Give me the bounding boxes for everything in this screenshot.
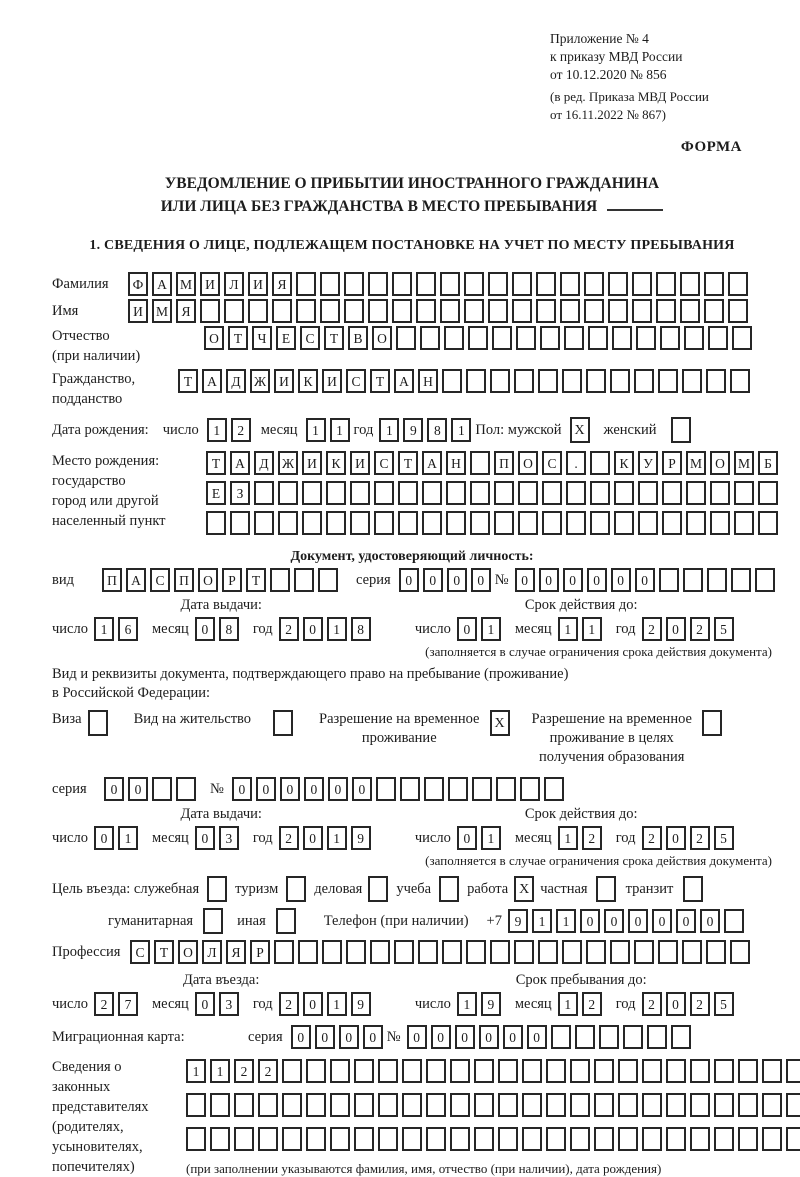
month-label: месяц: [514, 829, 552, 846]
rdoc-valid-note: (заполняется в случае ограничения срока действия документа): [425, 853, 772, 869]
rdoc-series-row: [52, 777, 772, 801]
temp-residence-edu-option: [532, 710, 722, 767]
rdoc-series-label: серия: [52, 780, 87, 797]
temp-residence-option: [319, 710, 509, 748]
iddoc-issue-year-group: [253, 617, 375, 641]
entry-year-group: [253, 992, 375, 1016]
entry-month-group: [152, 992, 243, 1016]
stay-day-cells[interactable]: 1 9: [457, 992, 505, 1016]
stay-year-group: [616, 992, 738, 1016]
iddoc-valid-month-group: [515, 617, 606, 641]
legal-representatives-row: [52, 1057, 772, 1177]
birthplace-cells-row-1[interactable]: Т А Д Ж И К И С Т А Н П О С . К У Р М О М Б: [206, 451, 782, 475]
year-label: год: [615, 620, 636, 637]
purpose-work-label: работа: [467, 880, 509, 897]
day-label: число: [52, 620, 88, 637]
profession-label: Профессия: [52, 943, 121, 960]
phone-prefix: +7: [486, 912, 502, 929]
patronymic-cells[interactable]: О Т Ч Е С Т В О: [204, 326, 756, 350]
temp-residence-label-line-2: проживание: [361, 730, 437, 747]
purpose-transit-label: транзит: [625, 880, 674, 897]
iddoc-series-cells[interactable]: 0 0 0 0: [399, 568, 495, 592]
iddoc-valid-day-group: [415, 617, 505, 641]
profession-cells[interactable]: С Т О Л Я Р: [130, 940, 754, 964]
surname-label: Фамилия: [52, 275, 109, 292]
form-title: [52, 172, 772, 219]
iddoc-kind-label: вид: [52, 571, 74, 588]
iddoc-valid-block: [390, 597, 772, 641]
migration-card-row: [52, 1025, 772, 1049]
rdoc-issue-row: [52, 826, 390, 850]
iddoc-valid-caption: Срок действия до:: [524, 597, 638, 614]
rdoc-dates-block: [52, 806, 772, 850]
purpose-other-label: иная: [237, 912, 266, 929]
birthplace-label-line-1: Место рождения:: [52, 453, 160, 470]
purpose-other-checkbox[interactable]: [276, 908, 296, 934]
iddoc-valid-row: [390, 617, 772, 641]
mcard-series-label: серия: [248, 1028, 283, 1045]
birthdate-label: Дата рождения:: [52, 421, 149, 438]
legal-cells-row-1[interactable]: 1 1 2 2: [186, 1059, 800, 1083]
iddoc-valid-month-cells[interactable]: 1 1: [558, 617, 606, 641]
month-label: месяц: [151, 620, 189, 637]
entry-date-caption: Дата въезда:: [182, 972, 260, 989]
rdoc-valid-month-cells[interactable]: 1 2: [558, 826, 606, 850]
birthplace-row: [52, 451, 772, 541]
iddoc-issue-day-group: [52, 617, 142, 641]
rdoc-valid-caption: Срок действия до:: [524, 806, 638, 823]
profession-row: [52, 940, 772, 964]
iddoc-heading: Документ, удостоверяющий личность:: [290, 549, 534, 565]
birthplace-label-line-2: государство: [52, 473, 126, 490]
legal-cells-block: [186, 1057, 800, 1177]
rdoc-issue-block: [52, 806, 390, 850]
rdoc-options-row: [52, 710, 772, 767]
mcard-number-label: №: [386, 1028, 401, 1045]
iddoc-issue-caption: Дата выдачи:: [180, 597, 262, 614]
birthplace-label-line-4: населенный пункт: [52, 513, 166, 530]
entry-month-cells[interactable]: 0 3: [195, 992, 243, 1016]
appendix-note-line-1: (в ред. Приказа МВД России: [550, 89, 709, 105]
purpose-work-checkbox[interactable]: X: [514, 876, 534, 902]
purpose-row: [52, 876, 772, 902]
birth-day-cells[interactable]: 1 2: [207, 418, 255, 442]
temp-residence-edu-label-line-3: получения образования: [539, 749, 685, 766]
appendix-line-1: Приложение № 4: [550, 31, 649, 46]
purpose-tourism-label: туризм: [235, 880, 279, 897]
patronymic-row: [52, 326, 772, 366]
iddoc-dates-block: [52, 597, 772, 641]
month-label: месяц: [151, 829, 189, 846]
iddoc-kind-cells[interactable]: П А С П О Р Т: [102, 568, 342, 592]
rdoc-issue-month-cells[interactable]: 0 3: [195, 826, 243, 850]
birthdate-row: [52, 417, 772, 443]
citizenship-cells[interactable]: Т А Д Ж И К И С Т А Н: [178, 369, 754, 393]
iddoc-valid-day-cells[interactable]: 0 1: [457, 617, 505, 641]
visa-checkbox[interactable]: [88, 710, 108, 736]
entry-date-row: [52, 992, 390, 1016]
stay-month-cells[interactable]: 1 2: [558, 992, 606, 1016]
sex-female-label: женский: [603, 421, 657, 438]
rdoc-valid-month-group: [515, 826, 606, 850]
migration-card-label: Миграционная карта:: [52, 1028, 185, 1045]
form-title-line-2: [52, 195, 772, 218]
legal-label-line-1: Сведения о: [52, 1059, 122, 1076]
citizenship-label-line-1: Гражданство,: [52, 371, 136, 388]
legal-representatives-label: [52, 1057, 186, 1177]
birthplace-cells-block: [206, 451, 782, 541]
purpose-private-checkbox[interactable]: [596, 876, 616, 902]
iddoc-issue-day-cells[interactable]: 1 6: [94, 617, 142, 641]
patronymic-label: [52, 326, 204, 366]
residence-permit-label: Вид на жительство: [133, 711, 252, 728]
entry-date-block: [52, 972, 390, 1016]
purpose-private-label: частная: [540, 880, 588, 897]
day-label: число: [414, 829, 451, 846]
section1-heading: 1. СВЕДЕНИЯ О ЛИЦЕ, ПОДЛЕЖАЩЕМ ПОСТАНОВКЕ НА УЧЕТ ПО МЕСТУ ПРЕБЫВАНИЯ: [89, 238, 735, 254]
rdoc-line-1: Вид и реквизиты документа, подтверждающего право на пребывание (проживание): [52, 666, 569, 683]
year-label: год: [252, 620, 273, 637]
temp-residence-label-line-1: Разрешение на временное: [319, 711, 480, 728]
sex-male-checkbox[interactable]: X: [570, 417, 590, 443]
purpose-row-2: [52, 908, 772, 934]
birthplace-label-line-3: город или другой: [52, 493, 159, 510]
purpose-label: Цель въезда: служебная: [52, 880, 200, 897]
iddoc-issue-year-cells[interactable]: 2 0 1 8: [279, 617, 375, 641]
temp-residence-checkbox[interactable]: X: [490, 710, 510, 736]
legal-label-line-4: (родителях,: [52, 1119, 124, 1136]
appendix-note-line-2: от 16.11.2022 № 867): [550, 106, 667, 122]
purpose-humanitarian-label: гуманитарная: [108, 912, 194, 929]
visa-label: Виза: [52, 711, 82, 728]
firstname-row: [52, 299, 772, 323]
iddoc-issue-month-cells[interactable]: 0 8: [195, 617, 243, 641]
entry-day-group: [52, 992, 142, 1016]
residence-permit-option: [134, 710, 293, 736]
rdoc-issue-day-cells[interactable]: 0 1: [94, 826, 142, 850]
iddoc-issue-month-group: [152, 617, 243, 641]
surname-row: [52, 272, 772, 296]
phone-cells[interactable]: 9 1 1 0 0 0 0 0 0: [508, 909, 748, 933]
rdoc-valid-day-cells[interactable]: 0 1: [457, 826, 505, 850]
legal-note: (при заполнении указываются фамилия, имя, отчество (при наличии), дата рождения): [186, 1161, 662, 1177]
rdoc-issue-caption: Дата выдачи:: [180, 806, 262, 823]
birth-month-label: месяц: [260, 421, 298, 438]
stay-until-row: [390, 992, 772, 1016]
rdoc-valid-year-cells[interactable]: 2 0 2 5: [642, 826, 738, 850]
phone-label: Телефон (при наличии): [323, 912, 469, 929]
month-label: месяц: [514, 995, 552, 1012]
rdoc-issue-month-group: [152, 826, 243, 850]
birthplace-cells-row-3[interactable]: [206, 511, 782, 535]
temp-residence-edu-label-line-2: проживание в целях: [549, 730, 674, 747]
rdoc-series-cells[interactable]: 0 0: [104, 777, 200, 801]
purpose-study-checkbox[interactable]: [439, 876, 459, 902]
title-underline: [607, 209, 663, 211]
rdoc-issue-year-cells[interactable]: 2 0 1 9: [279, 826, 375, 850]
rdoc-number-cells[interactable]: 0 0 0 0 0 0: [232, 777, 568, 801]
iddoc-issue-row: [52, 617, 390, 641]
temp-residence-edu-checkbox[interactable]: [702, 710, 722, 736]
temp-residence-label: [319, 710, 479, 748]
birth-year-cells[interactable]: 1 9 8 1: [379, 418, 475, 442]
citizenship-label: [52, 369, 178, 409]
legal-label-line-5: усыновителях,: [52, 1139, 143, 1156]
entry-day-cells[interactable]: 2 7: [94, 992, 142, 1016]
day-label: число: [52, 829, 88, 846]
patronymic-label-line-2: (при наличии): [52, 348, 141, 365]
stay-year-cells[interactable]: 2 0 2 5: [642, 992, 738, 1016]
year-label: год: [615, 995, 636, 1012]
entry-dates-block: [52, 972, 772, 1016]
temp-residence-edu-label-line-1: Разрешение на временное: [531, 711, 692, 728]
stay-day-group: [415, 992, 505, 1016]
birth-day-label: число: [162, 421, 199, 438]
residence-permit-checkbox[interactable]: [273, 710, 293, 736]
purpose-transit-checkbox[interactable]: [683, 876, 703, 902]
iddoc-kind-row: [52, 568, 772, 592]
rdoc-number-label: №: [210, 780, 224, 797]
sex-male-label: Пол: мужской: [475, 421, 562, 438]
legal-cells-row-2[interactable]: [186, 1093, 800, 1117]
day-label: число: [414, 995, 451, 1012]
purpose-humanitarian-checkbox[interactable]: [203, 908, 223, 934]
iddoc-valid-note: (заполняется в случае ограничения срока действия документа): [425, 644, 772, 660]
iddoc-series-label: серия: [356, 571, 391, 588]
rdoc-valid-block: [390, 806, 772, 850]
stay-until-caption: Срок пребывания до:: [515, 972, 647, 989]
legal-cells-row-3[interactable]: [186, 1127, 800, 1151]
stay-until-block: [390, 972, 772, 1016]
rdoc-valid-year-group: [616, 826, 738, 850]
legal-label-line-2: законных: [52, 1079, 111, 1096]
iddoc-number-cells[interactable]: 0 0 0 0 0 0: [515, 568, 779, 592]
appendix-line-3: от 10.12.2020 № 856: [550, 66, 667, 82]
day-label: число: [414, 620, 451, 637]
purpose-business-checkbox[interactable]: [368, 876, 388, 902]
birth-year-label: год: [353, 421, 374, 438]
birthplace-label: [52, 451, 206, 531]
purpose-study-label: учеба: [396, 880, 432, 897]
birth-month-cells[interactable]: 1 1: [306, 418, 354, 442]
legal-label-line-3: представителях: [52, 1099, 149, 1116]
firstname-label: Имя: [52, 302, 79, 319]
appendix-revision-note: [550, 88, 772, 122]
legal-label-line-6: попечителях): [52, 1159, 135, 1176]
rdoc-valid-row: [390, 826, 772, 850]
rdoc-issue-day-group: [52, 826, 142, 850]
rdoc-issue-year-group: [253, 826, 375, 850]
rdoc-valid-day-group: [415, 826, 505, 850]
rdoc-line-2: в Российской Федерации:: [52, 685, 211, 702]
surname-cells[interactable]: Ф А М И Л И Я: [128, 272, 752, 296]
citizenship-label-line-2: подданство: [52, 391, 123, 408]
stay-month-group: [515, 992, 606, 1016]
entry-year-cells[interactable]: 2 0 1 9: [279, 992, 375, 1016]
firstname-cells[interactable]: И М Я: [128, 299, 752, 323]
sex-female-checkbox[interactable]: [671, 417, 691, 443]
forma-label: ФОРМА: [680, 138, 742, 155]
year-label: год: [252, 829, 273, 846]
iddoc-number-label: №: [494, 571, 509, 588]
month-label: месяц: [514, 620, 552, 637]
birthplace-cells-row-2[interactable]: Е З: [206, 481, 782, 505]
form-title-line-1: УВЕДОМЛЕНИЕ О ПРИБЫТИИ ИНОСТРАННОГО ГРАЖДАНИНА: [164, 174, 660, 192]
purpose-business-label: деловая: [314, 880, 363, 897]
day-label: число: [52, 995, 88, 1012]
patronymic-label-line-1: Отчество: [52, 328, 110, 345]
temp-residence-edu-label: [532, 710, 692, 767]
iddoc-valid-year-cells[interactable]: 2 0 2 5: [642, 617, 738, 641]
form-title-line-2-text: ИЛИ ЛИЦА БЕЗ ГРАЖДАНСТВА В МЕСТО ПРЕБЫВАНИЯ: [160, 198, 598, 215]
appendix-line-2: к приказу МВД России: [550, 48, 683, 64]
iddoc-valid-year-group: [616, 617, 738, 641]
iddoc-issue-block: [52, 597, 390, 641]
year-label: год: [252, 995, 273, 1012]
visa-option: [52, 710, 108, 736]
purpose-tourism-checkbox[interactable]: [286, 876, 306, 902]
mcard-series-cells[interactable]: 0 0 0 0: [291, 1025, 387, 1049]
mcard-number-cells[interactable]: 0 0 0 0 0 0: [407, 1025, 695, 1049]
citizenship-row: [52, 369, 772, 409]
purpose-official-checkbox[interactable]: [207, 876, 227, 902]
appendix-block: [550, 30, 772, 123]
month-label: месяц: [151, 995, 189, 1012]
year-label: год: [615, 829, 636, 846]
